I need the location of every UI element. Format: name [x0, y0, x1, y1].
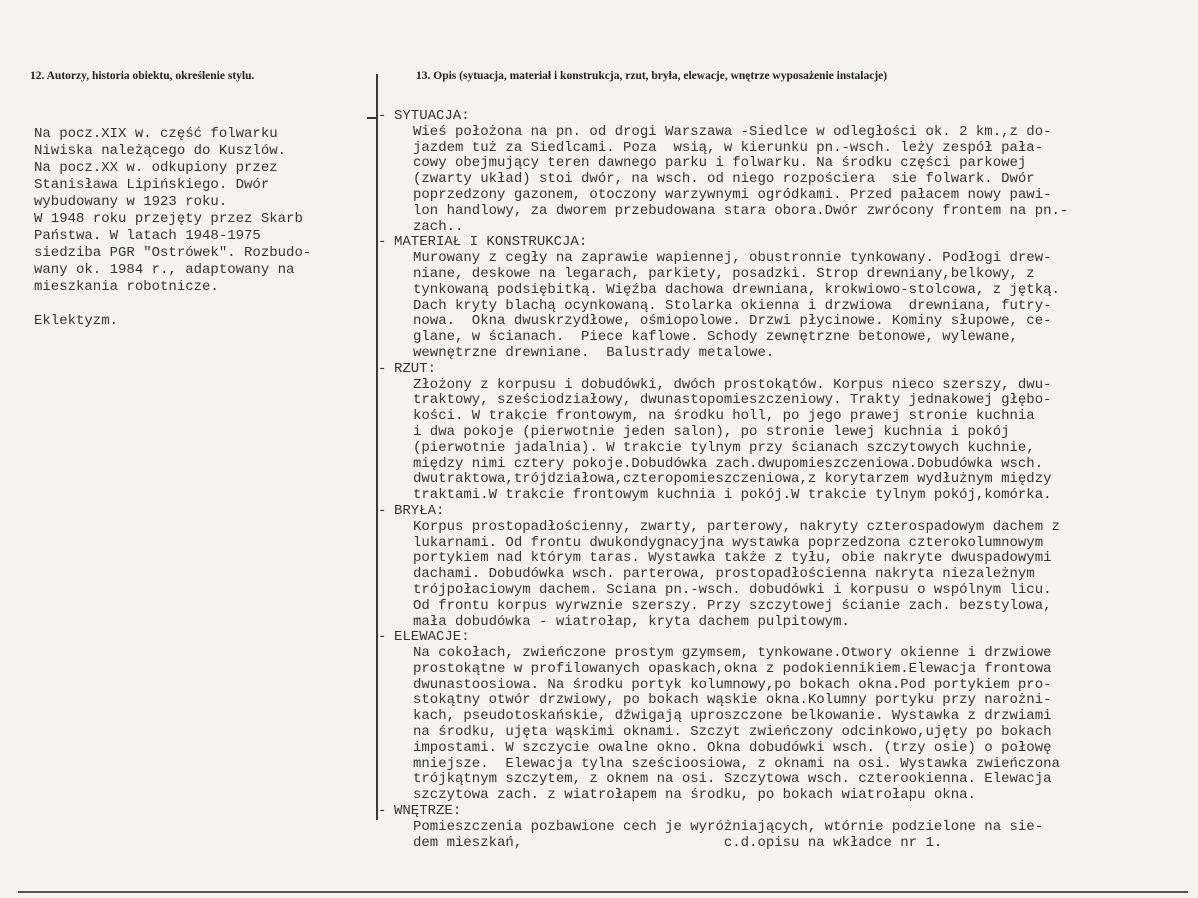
section-dash: - [378, 502, 387, 519]
left-text-line: Niwiska należącego do Kuszlów. [34, 143, 287, 159]
section-text-line: (pierwotnie jadalnia). W trakcie tylnym przy ścianach szczytowych kuchnie, [413, 439, 1035, 456]
section-text-line: tynkowaną podsiębitką. Więźba dachowa drewniana, krokwiowo-stolcowa, z jętką. [413, 281, 1060, 298]
section-text-line: (zwarty układ) stoi dwór, na wsch. od niego rozpościera sie folwark. Dwór [413, 171, 1035, 188]
divider-tick [367, 117, 377, 119]
section-text-line: glane, w ścianach. Piece kaflowe. Schody zewnętrzne betonowe, wylewane, [413, 329, 1018, 346]
section-text-line: portykiem nad którym taras. Wystawka także z tyłu, obie nakryte dwuspadowymi [413, 550, 1052, 567]
left-text-line: W 1948 roku przejęty przez Skarb [34, 211, 303, 227]
section-text-line: stokątny otwór drzwiowy, po bokach wąskie okna.Kolumny portyku przy narożni- [413, 692, 1052, 709]
section-text-line: Korpus prostopadłościenny, zwarty, parterowy, nakryty czterospadowym dachem z [413, 518, 1060, 535]
section-dash: - [378, 360, 387, 377]
section-text-line: szczytowa zach. z wiatrołapem na środku, po bokach wiatrołapu okna. [413, 787, 976, 804]
section-dash: - [378, 234, 387, 251]
section-text-line: na środku, ujęta wąskimi oknami. Szczyt zwieńczony odcinkowo,ujęty po bokach [413, 724, 1052, 741]
section-13-header: 13. Opis (sytuacja, materiał i konstrukcja, rzut, bryła, elewacje, wnętrze wyposażenie instalacje) [416, 70, 888, 82]
section-text-line: dwunastoosiowa. Na środku portyk kolumnowy,po bokach okna.Pod portykiem pro- [413, 676, 1052, 693]
authors-history-style-text [34, 126, 364, 330]
section-text-line: trójkątnym szczytem, z oknem na osi. Szczytowa wsch. czterookienna. Elewacja [413, 771, 1052, 788]
section-title-text: WNĘTRZE: [394, 803, 462, 820]
section-title [378, 235, 1190, 251]
left-text-line: Państwa. W latach 1948-1975 [34, 228, 261, 244]
section-title-text: RZUT: [394, 360, 437, 377]
section-title [378, 804, 1190, 820]
section-text-line: traktowy, sześciodziałowy, dwunastopomieszczeniowy. Trakty jednakowej głębo- [413, 392, 1052, 409]
left-text-line: mieszkania robotnicze. [34, 279, 219, 295]
section-text-line: dem mieszkań, c.d.opisu na wkładce nr 1. [413, 834, 943, 851]
section-title [378, 630, 1190, 646]
section-text-line: kości. W trakcie frontowym, na środku holl, po jego prawej stronie kuchnia [413, 408, 1035, 425]
section-text-line: cowy obejmujący teren dawnego parku i folwarku. Na środku części parkowej [413, 155, 1027, 172]
section-text-line: lukarnami. Od frontu dwukondygnacyjna wystawka poprzedzona czterokolumnowym [413, 534, 1044, 551]
section-text-line: mniejsze. Elewacja tylna sześcioosiowa, z oknami na osi. Wystawka zwieńczona [413, 755, 1060, 772]
section-title [378, 362, 1190, 378]
section-dash: - [378, 629, 387, 646]
section-text-line: lon handlowy, za dworem przebudowana stara obora.Dwór zwrócony frontem na pn.- [413, 202, 1069, 219]
section-text-line: dachami. Dobudówka wsch. parterowa, prostopadłościenna nakryta niezależnym [413, 566, 1035, 583]
description-text [378, 109, 1190, 851]
section-text-line: nowa. Okna dwuskrzydłowe, ośmiopolowe. Drzwi płycinowe. Kominy słupowe, ce- [413, 313, 1052, 330]
section-text-line: mała dobudówka - wiatrołap, kryta dachem pulpitowym. [413, 613, 850, 630]
section-title [378, 109, 1190, 125]
left-text-line [34, 296, 364, 313]
left-text-line: wany ok. 1984 r., adaptowany na [34, 262, 295, 278]
section-text-line: kach, pseudotoskańskie, dźwigają uproszczone belkowanie. Wystawka z drzwiami [413, 708, 1052, 725]
left-text-line: siedziba PGR "Ostrówek". Rozbudo- [34, 245, 312, 261]
section-text-line: Na cokołach, zwieńczone prostym gzymsem, tynkowane.Otwory okienne i drzwiowe [413, 645, 1052, 662]
left-text-line: Na pocz.XIX w. część folwarku [34, 126, 278, 142]
section-12-header: 12. Autorzy, historia obiektu, określenie stylu. [30, 70, 255, 82]
section-text-line: Od frontu korpus wyrwznie szerszy. Przy szczytowej ścianie zach. bezstylowa, [413, 597, 1052, 614]
section-text-line: i dwa pokoje (pierwotnie jeden salon), po stronie lewej kuchnia i pokój [413, 423, 1010, 440]
section-text-line: Murowany z cegły na zaprawie wapiennej, obustronnie tynkowany. Podłogi drew- [413, 250, 1052, 267]
section-title-text: BRYŁA: [394, 502, 445, 519]
section-text-line: niane, deskowe na legarach, parkiety, posadzki. Strop drewniany,belkowy, z [413, 265, 1035, 282]
left-text-line: Na pocz.XX w. odkupiony przez [34, 160, 278, 176]
bottom-rule [18, 891, 1188, 893]
section-text-line: impostami. W szczycie owalne okno. Okna dobudówki wsch. (trzy osie) o połowę [413, 739, 1052, 756]
section-text-line: Pomieszczenia pozbawione cech je wyróżniających, wtórnie podzielone na sie- [413, 818, 1044, 835]
section-text-line: trójpołaciowym dachem. Sciana pn.-wsch. dobudówki i korpusu o wspólnym licu. [413, 581, 1052, 598]
left-text-line: Stanisława Lipińskiego. Dwór [34, 177, 270, 193]
section-text-line: Dach kryty blachą ocynkowaną. Stolarka okienna i drzwiowa drewniana, futry- [413, 297, 1052, 314]
section-title-text: MATERIAŁ I KONSTRUKCJA: [394, 234, 588, 251]
section-text-line: Wieś położona na pn. od drogi Warszawa -Siedlce w odległości ok. 2 km.,z do- [413, 123, 1052, 140]
section-text-line: jazdem tuż za Siedlcami. Poza wsią, w kierunku pn.-wsch. leży zespół pała- [413, 139, 1044, 156]
section-text-line: traktami.W trakcie frontowym kuchnia i pokój.W trakcie tylnym pokój,komórka. [413, 487, 1052, 504]
section-text-line: prostokątne w profilowanych opaskach,okna z podokiennikiem.Elewacja frontowa [413, 660, 1052, 677]
section-dash: - [378, 803, 387, 820]
section-title [378, 504, 1190, 520]
left-text-line: wybudowany w 1923 roku. [34, 194, 228, 210]
section-text-line: zach.. [413, 218, 464, 235]
section-text-line: Złożony z korpusu i dobudówki, dwóch prostokątów. Korpus nieco szerszy, dwu- [413, 376, 1052, 393]
left-text-line: Eklektyzm. [34, 313, 119, 329]
section-title-text: SYTUACJA: [394, 108, 470, 124]
section-text-line: między nimi cztery pokoje.Dobudówka zach.dwupomieszczeniowa.Dobudówka wsch. [413, 455, 1044, 472]
section-text-line: poprzedzony gazonem, otoczony warzywnymi ogródkami. Przed pałacem nowy pawi- [413, 186, 1052, 203]
section-text-line: wewnętrzne drewniane. Balustrady metalowe. [413, 344, 775, 361]
section-dash: - [378, 108, 387, 124]
section-title-text: ELEWACJE: [394, 629, 470, 646]
section-text-line: dwutraktowa,trójdziałowa,czteropomieszczeniowa,z korytarzem wydłużnym między [413, 471, 1052, 488]
